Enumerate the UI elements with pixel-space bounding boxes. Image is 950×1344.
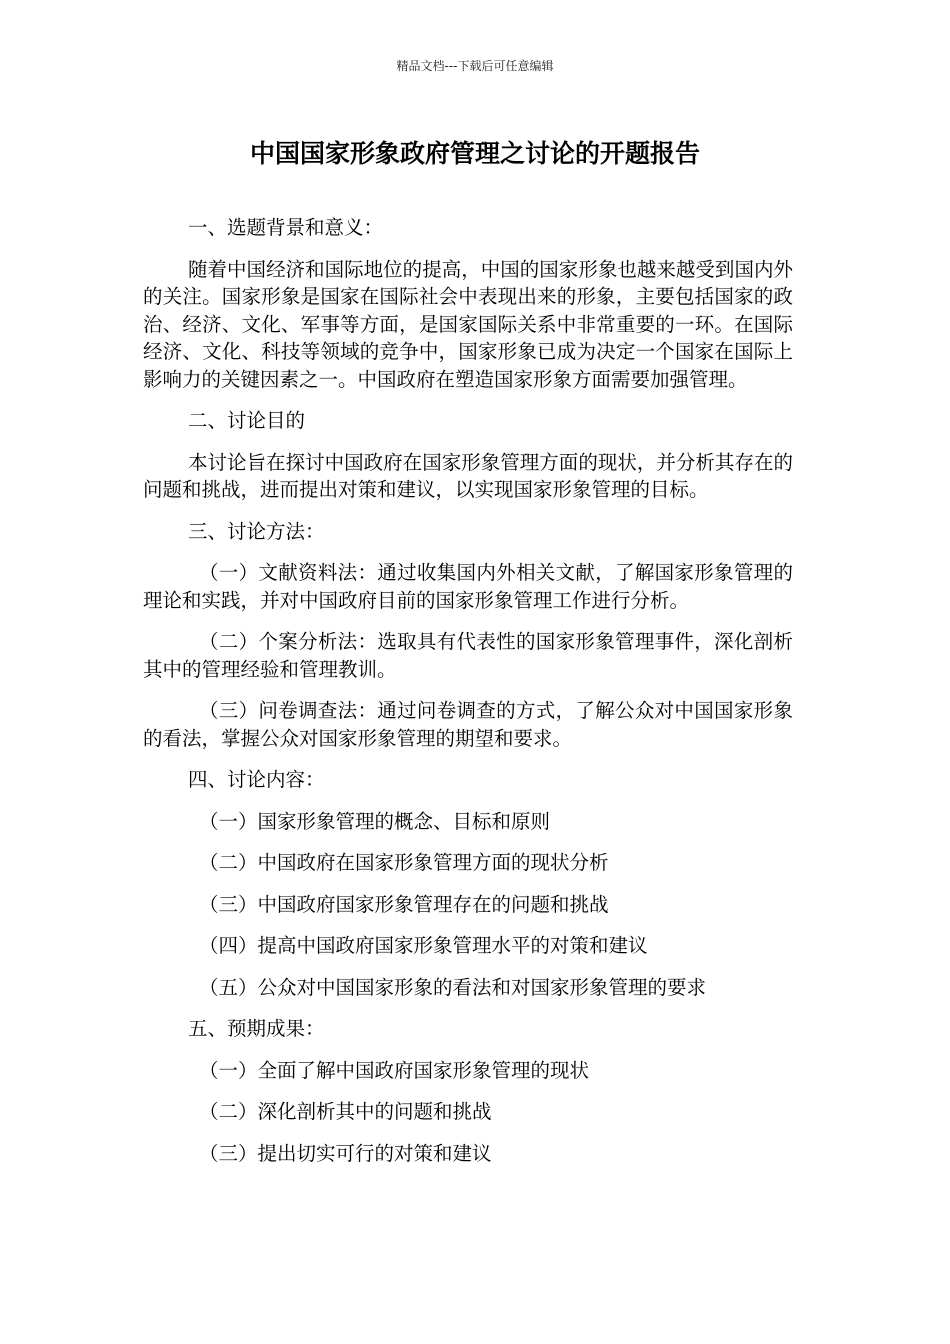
outcome-item: （二）深化剖析其中的问题和挑战 <box>199 1100 492 1123</box>
content-item: （三）中国政府国家形象管理存在的问题和挑战 <box>199 892 609 916</box>
section-heading-purpose: 二、讨论目的 <box>188 409 306 432</box>
document-title: 中国国家形象政府管理之讨论的开题报告 <box>249 139 700 168</box>
outcome-item: （一）全面了解中国政府国家形象管理的现状 <box>199 1058 590 1082</box>
section-heading-methods: 三、讨论方法： <box>188 519 325 543</box>
document-body <box>143 210 793 1167</box>
background-paragraph: 随着中国经济和国际地位的提高，中国的国家形象也越来越受到国内外的关注。国家形象是国家在国际社会中表现出来的形象，主要包括国家的政治、经济、文化、军事等方面，是国家国际关系中非常重要的一环。在国际经济、文化、科技等领域的竞争中，国家形象已成为决定一个国家在国际上影响力的关键因素之一。中国政府在塑造国家形象方面需要加强管理。 <box>143 257 793 391</box>
method-case-study: （二）个案分析法：选取具有代表性的国家形象管理事件，深化剖析其中的管理经验和管理教训。 <box>143 630 793 681</box>
content-item: （二）中国政府在国家形象管理方面的现状分析 <box>199 851 609 874</box>
method-questionnaire: （三）问卷调查法：通过问卷调查的方式，了解公众对中国国家形象的看法，掌握公众对国家形象管理的期望和要求。 <box>143 699 793 750</box>
page-header-watermark: 精品文档---下载后可任意编辑 <box>396 59 554 73</box>
method-literature: （一）文献资料法：通过收集国内外相关文献，了解国家形象管理的理论和实践，并对中国政府目前的国家形象管理工作进行分析。 <box>143 561 793 612</box>
section-heading-background: 一、选题背景和意义： <box>188 216 384 239</box>
content-item: （五）公众对中国国家形象的看法和对国家形象管理的要求 <box>199 975 707 999</box>
purpose-paragraph: 本讨论旨在探讨中国政府在国家形象管理方面的现状，并分析其存在的问题和挑战，进而提出对策和建议，以实现国家形象管理的目标。 <box>143 450 793 501</box>
content-item: （四）提高中国政府国家形象管理水平的对策和建议 <box>199 934 648 957</box>
outcome-item: （三）提出切实可行的对策和建议 <box>199 1141 492 1165</box>
section-heading-content: 四、讨论内容： <box>188 768 325 791</box>
section-heading-outcomes: 五、预期成果： <box>188 1017 325 1040</box>
content-item: （一）国家形象管理的概念、目标和原则 <box>199 809 551 833</box>
